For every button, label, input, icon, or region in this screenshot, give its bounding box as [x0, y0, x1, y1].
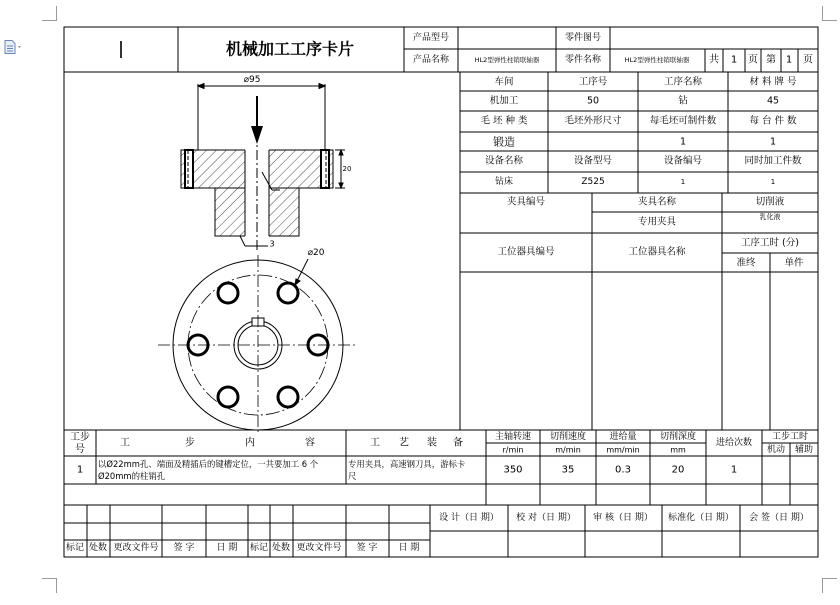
parts-per-unit-label: 每 台 件 数 [749, 115, 797, 127]
step-row-content-line2: Ø20mm的柱销孔 [98, 471, 166, 481]
equipment-model-value: Z525 [581, 177, 605, 187]
place-label-2: 处数 [271, 543, 291, 553]
parts-per-blank-value: 1 [679, 136, 687, 148]
page-unit-1: 页 [748, 54, 758, 66]
standard-signoff: 标准化（日 期） [668, 513, 734, 523]
blank-type-label: 毛 坯 种 类 [480, 115, 528, 127]
page-number: 1 [785, 54, 793, 66]
equipment-no-label: 设备编号 [663, 155, 703, 167]
machine-time-header: 机动 [766, 445, 786, 455]
step-content-header-4: 容 [305, 437, 315, 449]
product-name-value: HL2型弹性柱销联轴器 [474, 56, 540, 64]
date-label-1: 日 期 [216, 543, 238, 553]
blank-type-value: 锻造 [493, 135, 515, 149]
step-row-spindle: 350 [503, 464, 523, 476]
equipment-header-2: 艺 [399, 437, 409, 449]
step-no-header: 工步号 [70, 431, 90, 455]
coolant-value: 乳化液 [759, 213, 781, 221]
equipment-header-4: 备 [453, 437, 463, 449]
simultaneous-value: 1 [770, 178, 776, 186]
process-name-label: 工序名称 [663, 76, 703, 88]
design-signoff: 设 计（日 期） [439, 513, 499, 523]
date-label-2: 日 期 [398, 543, 420, 553]
plan-view [158, 255, 358, 435]
part-name-label: 零件名称 [564, 55, 602, 65]
step-content-header-3: 内 [245, 437, 255, 449]
card-title: 机械加工工序卡片 [225, 39, 355, 59]
mark-label-1: 标记 [65, 543, 85, 553]
parts-per-unit-value: 1 [769, 136, 777, 148]
page-label: 第 [766, 54, 776, 66]
aux-time-header: 辅助 [794, 445, 814, 455]
depth-unit: mm [670, 445, 686, 455]
passes-header: 进给次数 [715, 438, 753, 448]
step-row-equipment-line1: 专用夹具，高速钢刀具，游标卡 [348, 459, 466, 469]
equipment-name-label: 设备名称 [484, 155, 524, 167]
hole-diameter-dimension: ⌀20 [307, 248, 325, 258]
signature-label-2: 签 字 [356, 543, 378, 553]
workshop-value: 机加工 [489, 95, 519, 107]
product-model-label: 产品型号 [412, 33, 450, 43]
equipment-model-label: 设备型号 [573, 155, 613, 167]
parts-per-blank-label: 每毛坯可制件数 [649, 115, 717, 127]
station-tool-name-label: 工位器具名称 [628, 246, 686, 258]
equipment-name-value: 钻床 [494, 177, 514, 187]
step-row-no: 1 [76, 464, 84, 476]
material-value: 45 [766, 95, 780, 107]
step-time-header: 工步工时 [771, 432, 809, 442]
equipment-header-3: 装 [427, 437, 437, 449]
process-no-label: 工序号 [578, 76, 608, 88]
cut-speed-header: 切削速度 [549, 432, 587, 442]
mark-label-2: 标记 [249, 543, 269, 553]
equipment-header-1: 工 [370, 437, 380, 449]
simultaneous-label: 同时加工件数 [744, 155, 802, 167]
process-name-value: 钻 [678, 95, 688, 107]
material-label: 材 料 牌 号 [749, 76, 797, 88]
step-row-equipment-line2: 尺 [348, 471, 357, 481]
diameter-dimension: ⌀95 [243, 75, 261, 85]
cut-speed-unit: m/min [555, 445, 581, 455]
station-tool-no-label: 工位器具编号 [497, 246, 555, 258]
chamfer-dimension: 3 [269, 239, 275, 249]
step-content-header-1: 工 [120, 437, 130, 449]
change-doc-label-2: 更改文件号 [296, 543, 342, 553]
workshop-label: 车间 [494, 76, 514, 88]
total-label: 共 [709, 54, 719, 66]
depth-header: 切削深度 [659, 432, 697, 442]
equipment-no-value: 1 [680, 178, 686, 186]
fixture-name-value: 专用夹具 [637, 216, 677, 228]
part-name-value: HL2型弹性柱销联轴器 [624, 56, 690, 64]
step-content-header-2: 步 [185, 437, 195, 449]
step-row-cut-speed: 35 [561, 464, 575, 476]
feed-unit: mm/min [606, 445, 640, 455]
page-unit-2: 页 [803, 54, 813, 66]
review-signoff: 审 核（日 期） [593, 513, 653, 523]
change-doc-label-1: 更改文件号 [113, 543, 159, 553]
prep-time-label: 准终 [736, 257, 756, 269]
blank-size-label: 毛坯外形尺寸 [564, 115, 622, 127]
place-label-1: 处数 [88, 543, 108, 553]
process-time-label: 工序工时 (分) [741, 237, 799, 249]
countersign-signoff: 会 签（日 期） [749, 513, 809, 523]
section-view [181, 96, 345, 252]
step-row-depth: 20 [671, 464, 685, 476]
part-drawing [158, 84, 358, 436]
product-name-label: 产品名称 [412, 55, 450, 65]
spindle-unit: r/min [502, 445, 524, 455]
spindle-header: 主轴转速 [494, 432, 532, 442]
unit-time-label: 单件 [784, 257, 804, 269]
signature-label-1: 签 字 [173, 543, 195, 553]
feed-header: 进给量 [609, 432, 637, 442]
height-dimension: 20 [342, 165, 352, 173]
step-row-passes: 1 [730, 464, 738, 476]
part-drawing-label: 零件图号 [564, 33, 602, 43]
process-no-value: 50 [586, 95, 600, 107]
fixture-no-label: 夹具编号 [506, 196, 546, 208]
check-signoff: 校 对（日 期） [516, 513, 576, 523]
step-row-feed: 0.3 [615, 464, 631, 476]
coolant-label: 切削液 [755, 196, 785, 208]
total-pages: 1 [730, 54, 738, 66]
step-row-content-line1: 以Ø22mm孔、端面及精插后的键槽定位，一共要加工 6 个 [98, 459, 319, 469]
fixture-name-label: 夹具名称 [637, 196, 677, 208]
